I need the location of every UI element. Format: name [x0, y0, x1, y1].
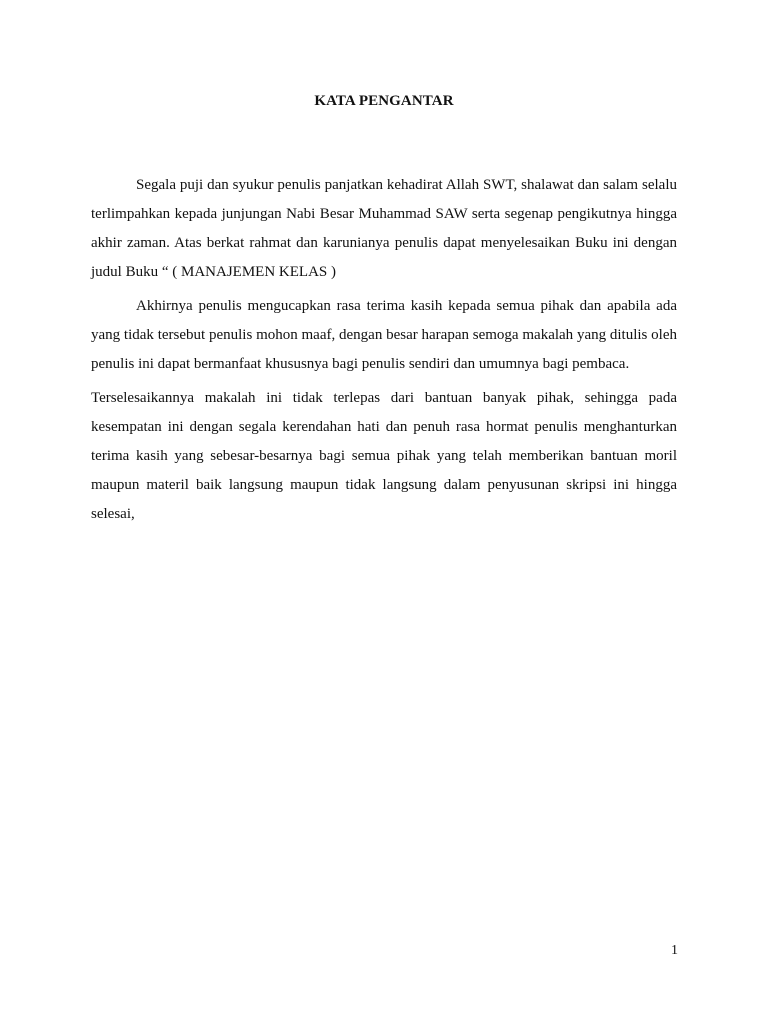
paragraph-1: Segala puji dan syukur penulis panjatkan kehadirat Allah SWT, shalawat dan salam selalu terlimpahkan kepada junjungan Nabi Besar Muhammad SAW serta segenap pengikutnya hingga akhir zaman. Atas berkat rahmat dan karunianya penulis dapat menyelesaikan Buku ini dengan judul Buku “ ( MANAJEMEN KELAS )	[91, 177, 677, 280]
page-title: KATA PENGANTAR	[314, 93, 454, 109]
paragraph-3: Terselesaikannya makalah ini tidak terlepas dari bantuan banyak pihak, sehingga pada kesempatan ini dengan segala kerendahan hati dan penuh rasa hormat penulis menghanturkan terima kasih yang sebesar-besarnya bagi semua pihak yang telah memberikan bantuan moril maupun materil baik langsung maupun tidak langsung dalam penyusunan skripsi ini hingga selesai,	[91, 390, 677, 522]
page-number: 1	[671, 943, 678, 958]
document-body	[91, 171, 677, 529]
paragraph-2: Akhirnya penulis mengucapkan rasa terima kasih kepada semua pihak dan apabila ada yang tidak tersebut penulis mohon maaf, dengan besar harapan semoga makalah yang ditulis oleh penulis ini dapat bermanfaat khususnya bagi penulis sendiri dan umumnya bagi pembaca.	[91, 298, 677, 372]
